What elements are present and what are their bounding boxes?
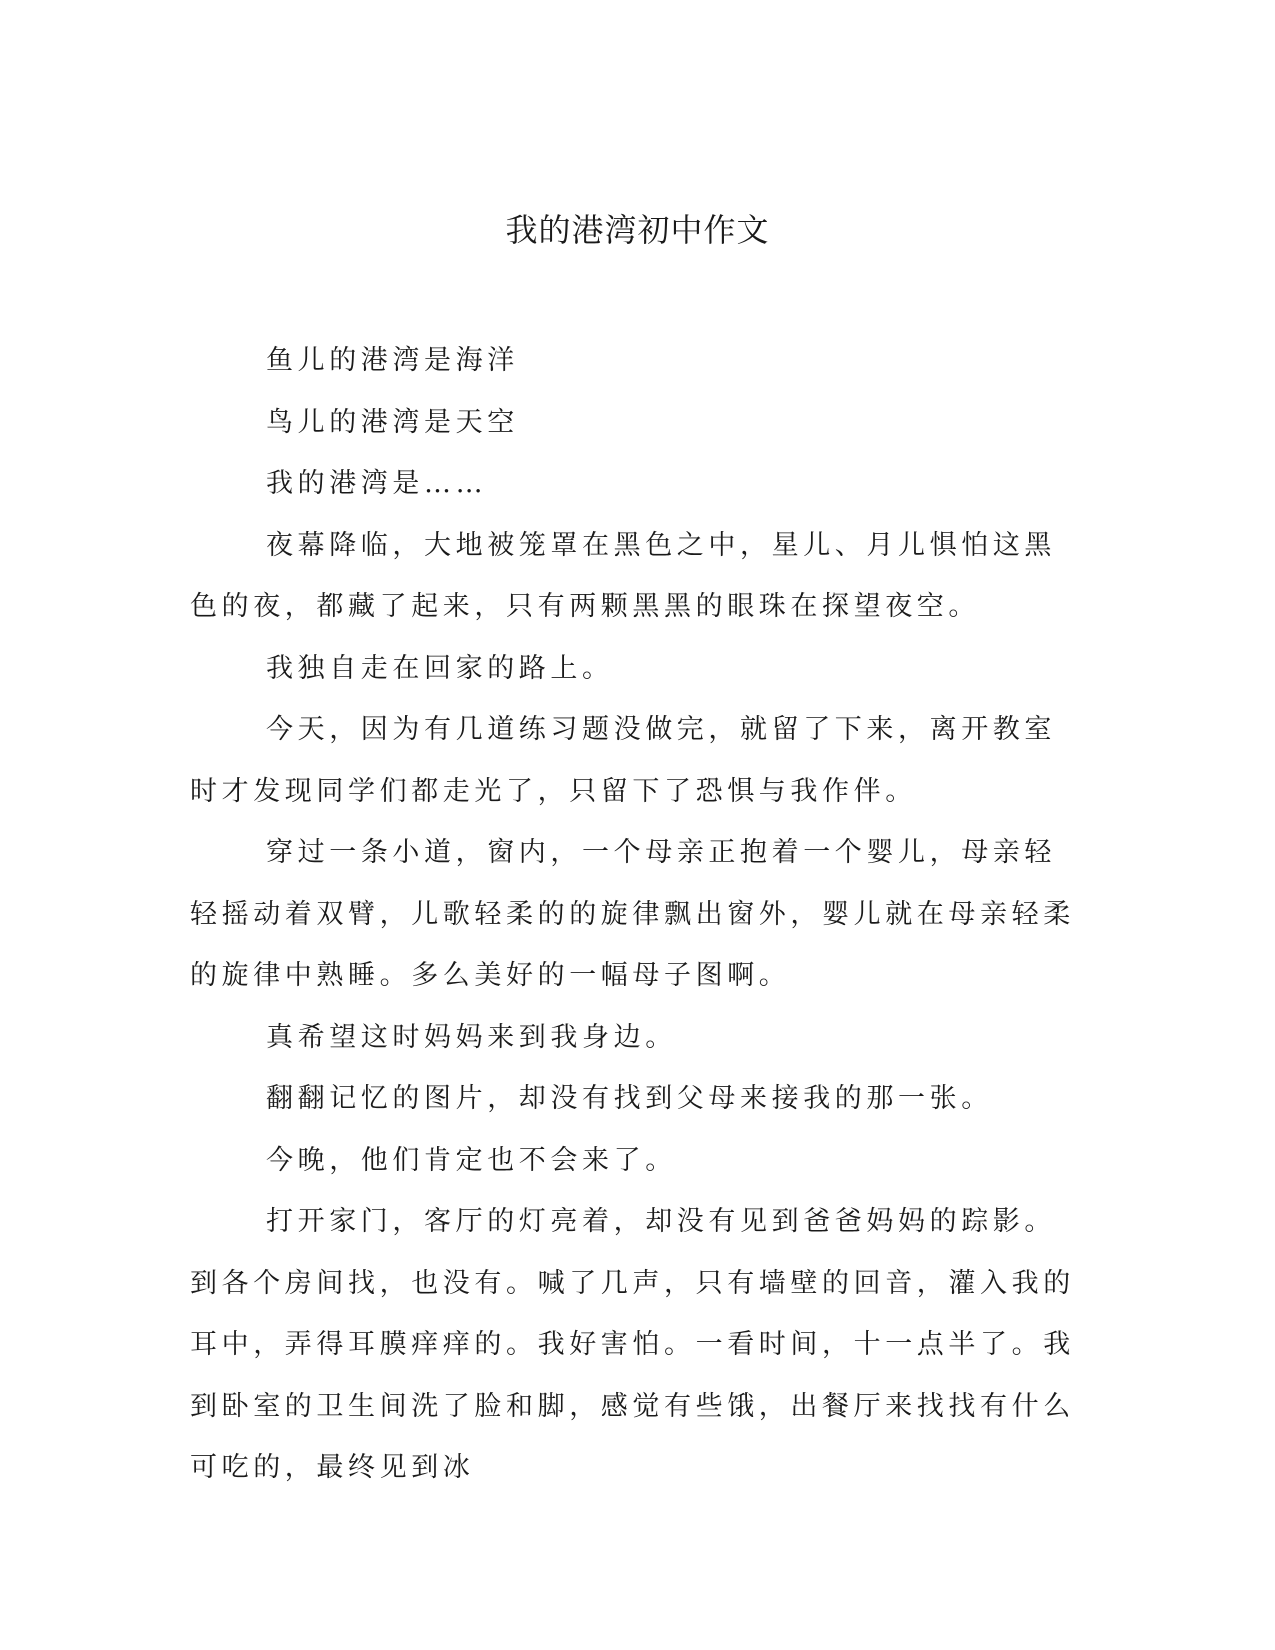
document-title: 我的港湾初中作文 [505, 211, 770, 249]
paragraph: 今晚，他们肯定也不会来了。 [266, 1144, 677, 1176]
paragraph: 我独自走在回家的路上。 [266, 652, 614, 684]
document-body [190, 330, 1080, 1499]
paragraph: 翻翻记忆的图片，却没有找到父母来接我的那一张。 [266, 1083, 993, 1114]
paragraph: 鱼儿的港湾是海洋 [266, 345, 519, 376]
paragraph: 真希望这时妈妈来到我身边。 [266, 1021, 677, 1053]
paragraph: 我的港湾是…… [266, 468, 488, 499]
paragraph: 打开家门，客厅的灯亮着，却没有见到爸爸妈妈的踪影。到各个房间找，也没有。喊了几声，只有墙壁的回音，灌入我的耳中，弄得耳膜痒痒的。我好害怕。一看时间，十一点半了。我到卧室的卫生间洗了脸和脚，感觉有些饿，出餐厅来找找有什么可吃的，最终见到冰 [190, 1206, 1075, 1483]
paragraph: 今天，因为有几道练习题没做完，就留了下来，离开教室时才发现同学们都走光了，只留下了恐惧与我作伴。 [190, 714, 1056, 807]
paragraph: 鸟儿的港湾是天空 [266, 406, 519, 438]
paragraph: 夜幕降临，大地被笼罩在黑色之中，星儿、月儿惧怕这黑色的夜，都藏了起来，只有两颗黑黑的眼珠在探望夜空。 [190, 529, 1056, 622]
paragraph: 穿过一条小道，窗内，一个母亲正抱着一个婴儿，母亲轻轻摇动着双臂，儿歌轻柔的的旋律飘出窗外，婴儿就在母亲轻柔的旋律中熟睡。多么美好的一幅母子图啊。 [190, 837, 1075, 991]
